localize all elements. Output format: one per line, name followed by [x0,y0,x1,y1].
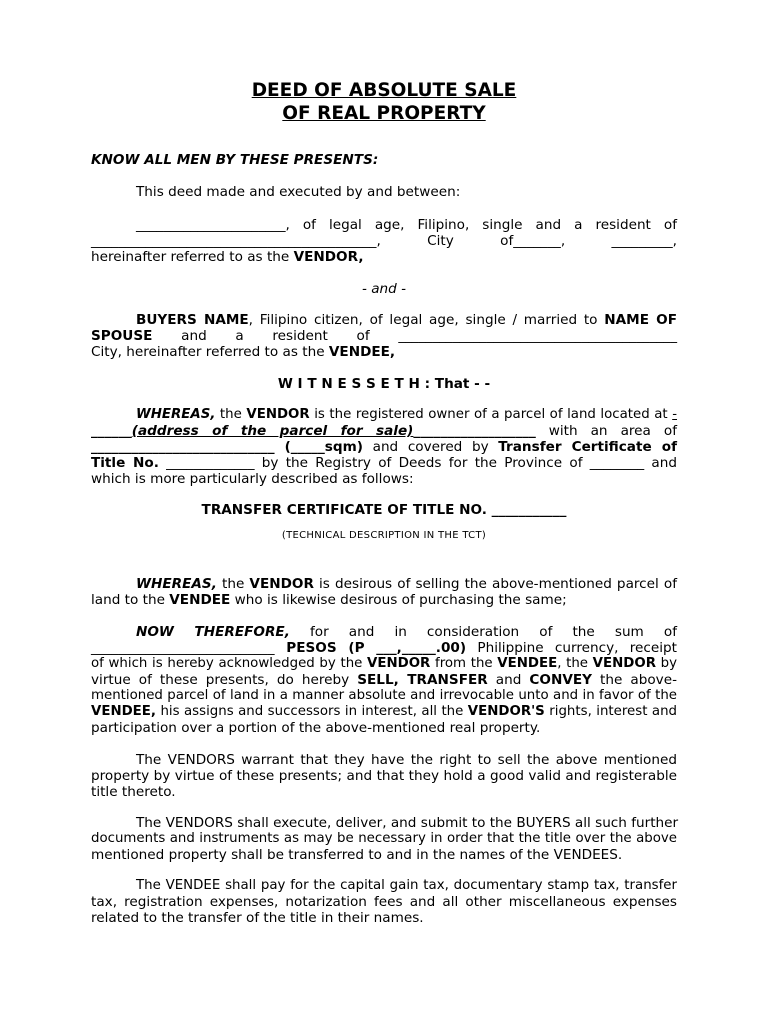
now-therefore-line-1: NOW THEREFORE, for and in consideration of the sum of [136,624,677,640]
warrant-line-1: The VENDORS warrant that they have the right to sell the above mentioned [136,752,677,768]
vendor-line-3: hereinafter referred to as the VENDOR, [91,249,364,265]
whereas1-line-2: ______(address of the parcel for sale)__________________ with an area of [91,423,677,439]
now-therefore-line-3: of which is hereby acknowledged by the VENDOR from the VENDEE, the VENDOR by [91,656,678,671]
now-therefore-line-7: participation over a portion of the above-mentioned real property. [91,720,541,736]
intro-text: This deed made and executed by and between: [136,184,461,200]
whereas1-line-3: ___________________________ (_____sqm) and covered by Transfer Certificate of [91,439,677,455]
tax-line-3: related to the transfer of the title in their names. [91,910,424,926]
address-placeholder: (address of the parcel for sale) [131,423,414,439]
vendee-label: VENDEE, [328,344,396,360]
whereas2-line-2: land to the VENDEE who is likewise desirous of purchasing the same; [91,592,567,608]
vendor-label: VENDOR, [293,249,364,265]
document-title-line1: DEED OF ABSOLUTE SALE [251,80,517,101]
tax-line-1: The VENDEE shall pay for the capital gain tax, documentary stamp tax, transfer [136,878,677,893]
execute-line-2: documents and instruments as may be necessary in order that the title over the above [91,831,677,846]
vendee-line-1: BUYERS NAME, Filipino citizen, of legal age, single / married to NAME OF [136,312,677,328]
now-therefore-line-5: mentioned parcel of land in a manner absolute and irrevocable unto and in favor of the [91,688,677,703]
vendor-address-blank: __________________________________________ [91,233,377,249]
vendor-line-2: __________________________________________, City of_______, _________, [91,233,677,249]
execute-line-1: The VENDORS shall execute, deliver, and submit to the BUYERS all such further [136,815,679,831]
pesos-amount-placeholder: PESOS (P ___,_____.00) [274,640,467,656]
area-sqm-placeholder: (_____sqm) [274,439,363,455]
warrant-line-3: title thereto. [91,784,176,800]
tct-description: (TECHNICAL DESCRIPTION IN THE TCT) [281,530,487,541]
vendee-line-2: SPOUSE and a resident of _________________________________________ [91,328,677,344]
vendor-line-1: ______________________, of legal age, Filipino, single and a resident of [136,217,677,233]
whereas1-line-4: Title No. _____________ by the Registry of Deeds for the Province of ________ and [91,455,677,471]
tax-line-2: tax, registration expenses, notarization fees and all other miscellaneous expenses [91,894,677,910]
execute-line-3: mentioned property shall be transferred to and in the names of the VENDEES. [91,847,623,863]
buyers-name-label: BUYERS NAME [136,312,249,328]
tct-heading: TRANSFER CERTIFICATE OF TITLE NO. ___________ [201,502,567,518]
vendor-name-blank: ______________________ [136,217,286,233]
whereas1-line-1: WHEREAS, the VENDOR is the registered owner of a parcel of land located at - [136,407,678,422]
witnesseth-heading: W I T N E S S E T H : That - - [277,376,491,392]
document-title-line2: OF REAL PROPERTY [282,103,486,124]
warrant-line-2: property by virtue of these presents; and that they hold a good valid and registerable [91,768,677,784]
now-therefore-line-2: ___________________________ PESOS (P ___,_____.00) Philippine currency, receipt [91,640,677,656]
now-therefore-line-6: VENDEE, his assigns and successors in interest, all the VENDOR'S rights, interest and [91,704,677,719]
vendee-line-3: City, hereinafter referred to as the VENDEE, [91,344,396,360]
whereas1-line-5: which is more particularly described as follows: [91,471,414,487]
whereas2-line-1: WHEREAS, the VENDOR is desirous of selling the above-mentioned parcel of [136,576,678,592]
know-all-men-heading: KNOW ALL MEN BY THESE PRESENTS: [91,152,379,168]
vendee-address-blank: _________________________________________ [398,328,677,344]
now-therefore-line-4: virtue of these presents, do hereby SELL, TRANSFER and CONVEY the above- [91,672,677,688]
and-separator: - and - [361,281,407,297]
